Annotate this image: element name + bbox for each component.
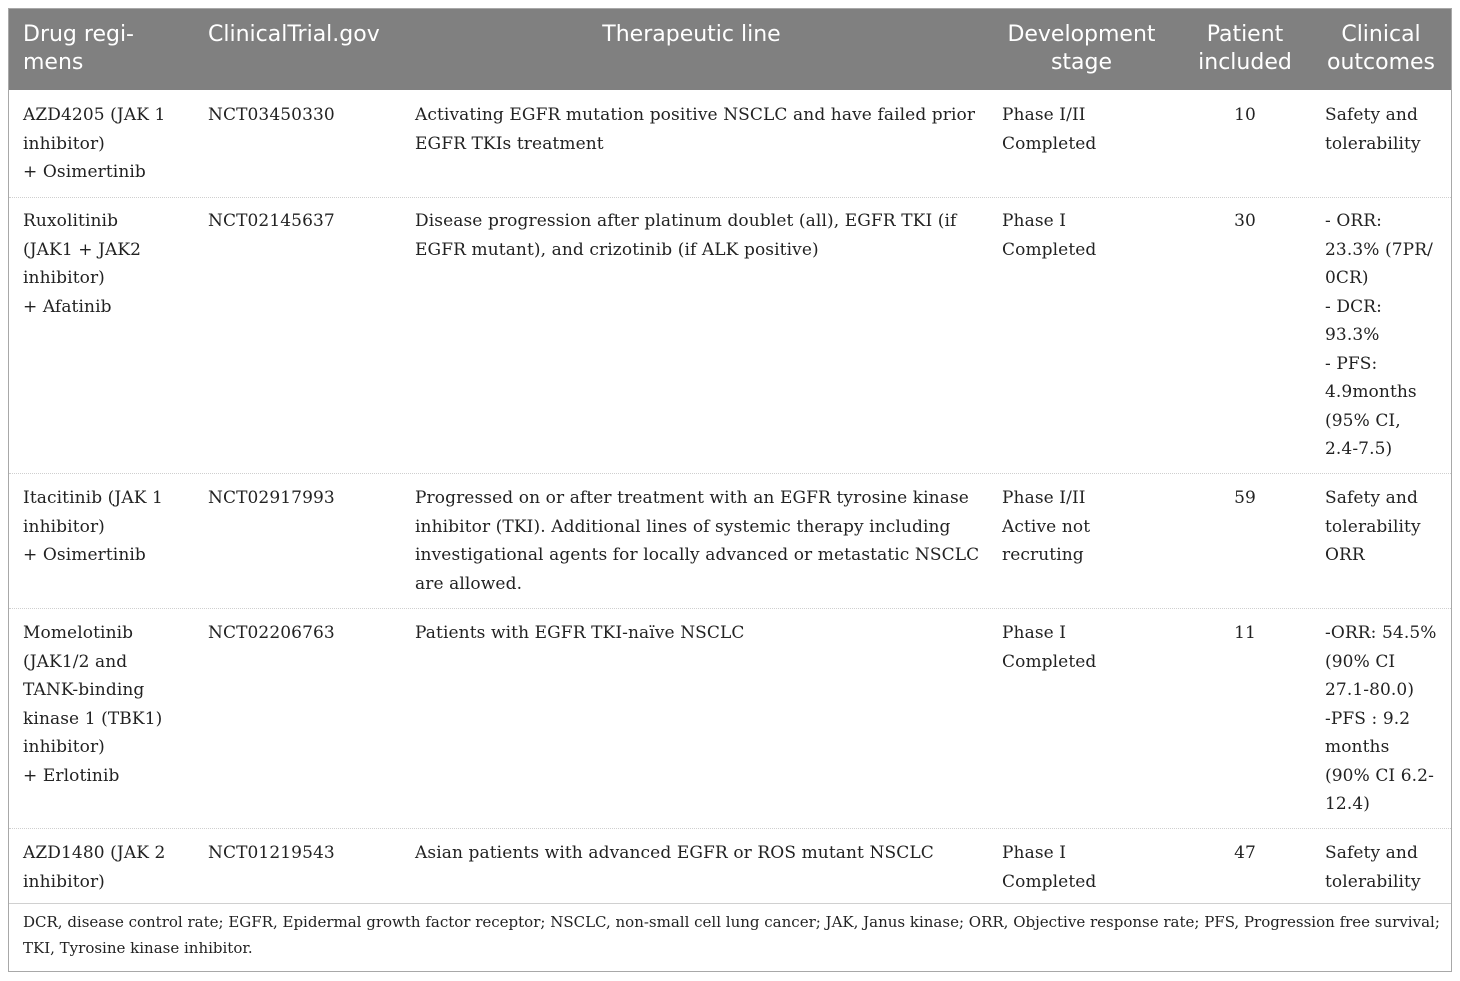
row-3-outcomes: Safety and tolerability ORR [1325, 488, 1421, 565]
row-5-stage: Phase I Completed [1002, 843, 1097, 892]
row-4-stage: Phase I Completed [1002, 623, 1097, 672]
row-5-trial-id: NCT01219543 [208, 843, 335, 863]
header-clinicaltrial: ClinicalTrial.gov [208, 22, 380, 47]
header-development-stage: Development stage [1007, 22, 1156, 75]
header-therapeutic-line: Therapeutic line [602, 22, 781, 47]
header-clinical-outcomes: Clinical outcomes [1326, 22, 1435, 75]
table-footnote: DCR, disease control rate; EGFR, Epidermal growth factor receptor; NSCLC, non-small cell lung cancer; JAK, Janus kinase; ORR, Objective response rate; PFS, Progression free survival; TKI, Tyrosine kinase inhibitor. [23, 913, 1440, 957]
row-3-stage: Phase I/II Active not recruting [1002, 488, 1091, 565]
table-header [9, 9, 1451, 90]
row-1-outcomes: Safety and tolerability [1325, 105, 1421, 154]
row-3-trial-id: NCT02917993 [208, 488, 335, 508]
row-3-patients: 59 [1234, 488, 1256, 508]
row-divider [9, 828, 1451, 829]
row-4-outcomes: -ORR: 54.5% (90% CI 27.1-80.0) -PFS : 9.2 months (90% CI 6.2- 12.4) [1325, 623, 1437, 814]
row-divider [9, 608, 1451, 609]
row-2-patients: 30 [1234, 211, 1256, 231]
row-4-trial-id: NCT02206763 [208, 623, 335, 643]
row-4-drug: Momelotinib (JAK1/2 and TANK-binding kinase 1 (TBK1) inhibitor) + Erlotinib [23, 623, 163, 786]
row-3-therapeutic-line: Progressed on or after treatment with an EGFR tyrosine kinase inhibitor (TKI). Additional lines of systemic therapy including investigational agents for locally advanced or metastatic NSCLC are allowed. [415, 488, 980, 594]
table-frame [8, 8, 1452, 972]
row-1-trial-id: NCT03450330 [208, 105, 335, 125]
row-4-patients: 11 [1234, 623, 1256, 643]
row-4-therapeutic-line: Patients with EGFR TKI-naïve NSCLC [415, 623, 745, 643]
row-2-drug: Ruxolitinib (JAK1 + JAK2 inhibitor) + Afatinib [23, 211, 142, 317]
row-1-patients: 10 [1234, 105, 1256, 125]
header-drug-regimens: Drug regi- mens [23, 22, 134, 75]
row-divider [9, 473, 1451, 474]
row-5-outcomes: Safety and tolerability [1325, 843, 1421, 892]
row-2-outcomes: - ORR: 23.3% (7PR/ 0CR) - DCR: 93.3% - PFS: 4.9months (95% CI, 2.4-7.5) [1325, 211, 1433, 459]
row-5-patients: 47 [1234, 843, 1256, 863]
header-patient-included: Patient included [1198, 22, 1292, 75]
row-divider [9, 197, 1451, 198]
row-2-stage: Phase I Completed [1002, 211, 1097, 260]
row-1-therapeutic-line: Activating EGFR mutation positive NSCLC and have failed prior EGFR TKIs treatment [415, 105, 976, 154]
row-1-stage: Phase I/II Completed [1002, 105, 1097, 154]
row-2-therapeutic-line: Disease progression after platinum doublet (all), EGFR TKI (if EGFR mutant), and crizotinib (if ALK positive) [415, 211, 957, 260]
row-5-drug: AZD1480 (JAK 2 inhibitor) [23, 843, 166, 892]
row-5-therapeutic-line: Asian patients with advanced EGFR or ROS mutant NSCLC [415, 843, 934, 863]
footnote-divider [9, 903, 1451, 904]
row-3-drug: Itacitinib (JAK 1 inhibitor) + Osimertinib [23, 488, 163, 565]
row-2-trial-id: NCT02145637 [208, 211, 335, 231]
row-1-drug: AZD4205 (JAK 1 inhibitor) + Osimertinib [23, 105, 166, 182]
